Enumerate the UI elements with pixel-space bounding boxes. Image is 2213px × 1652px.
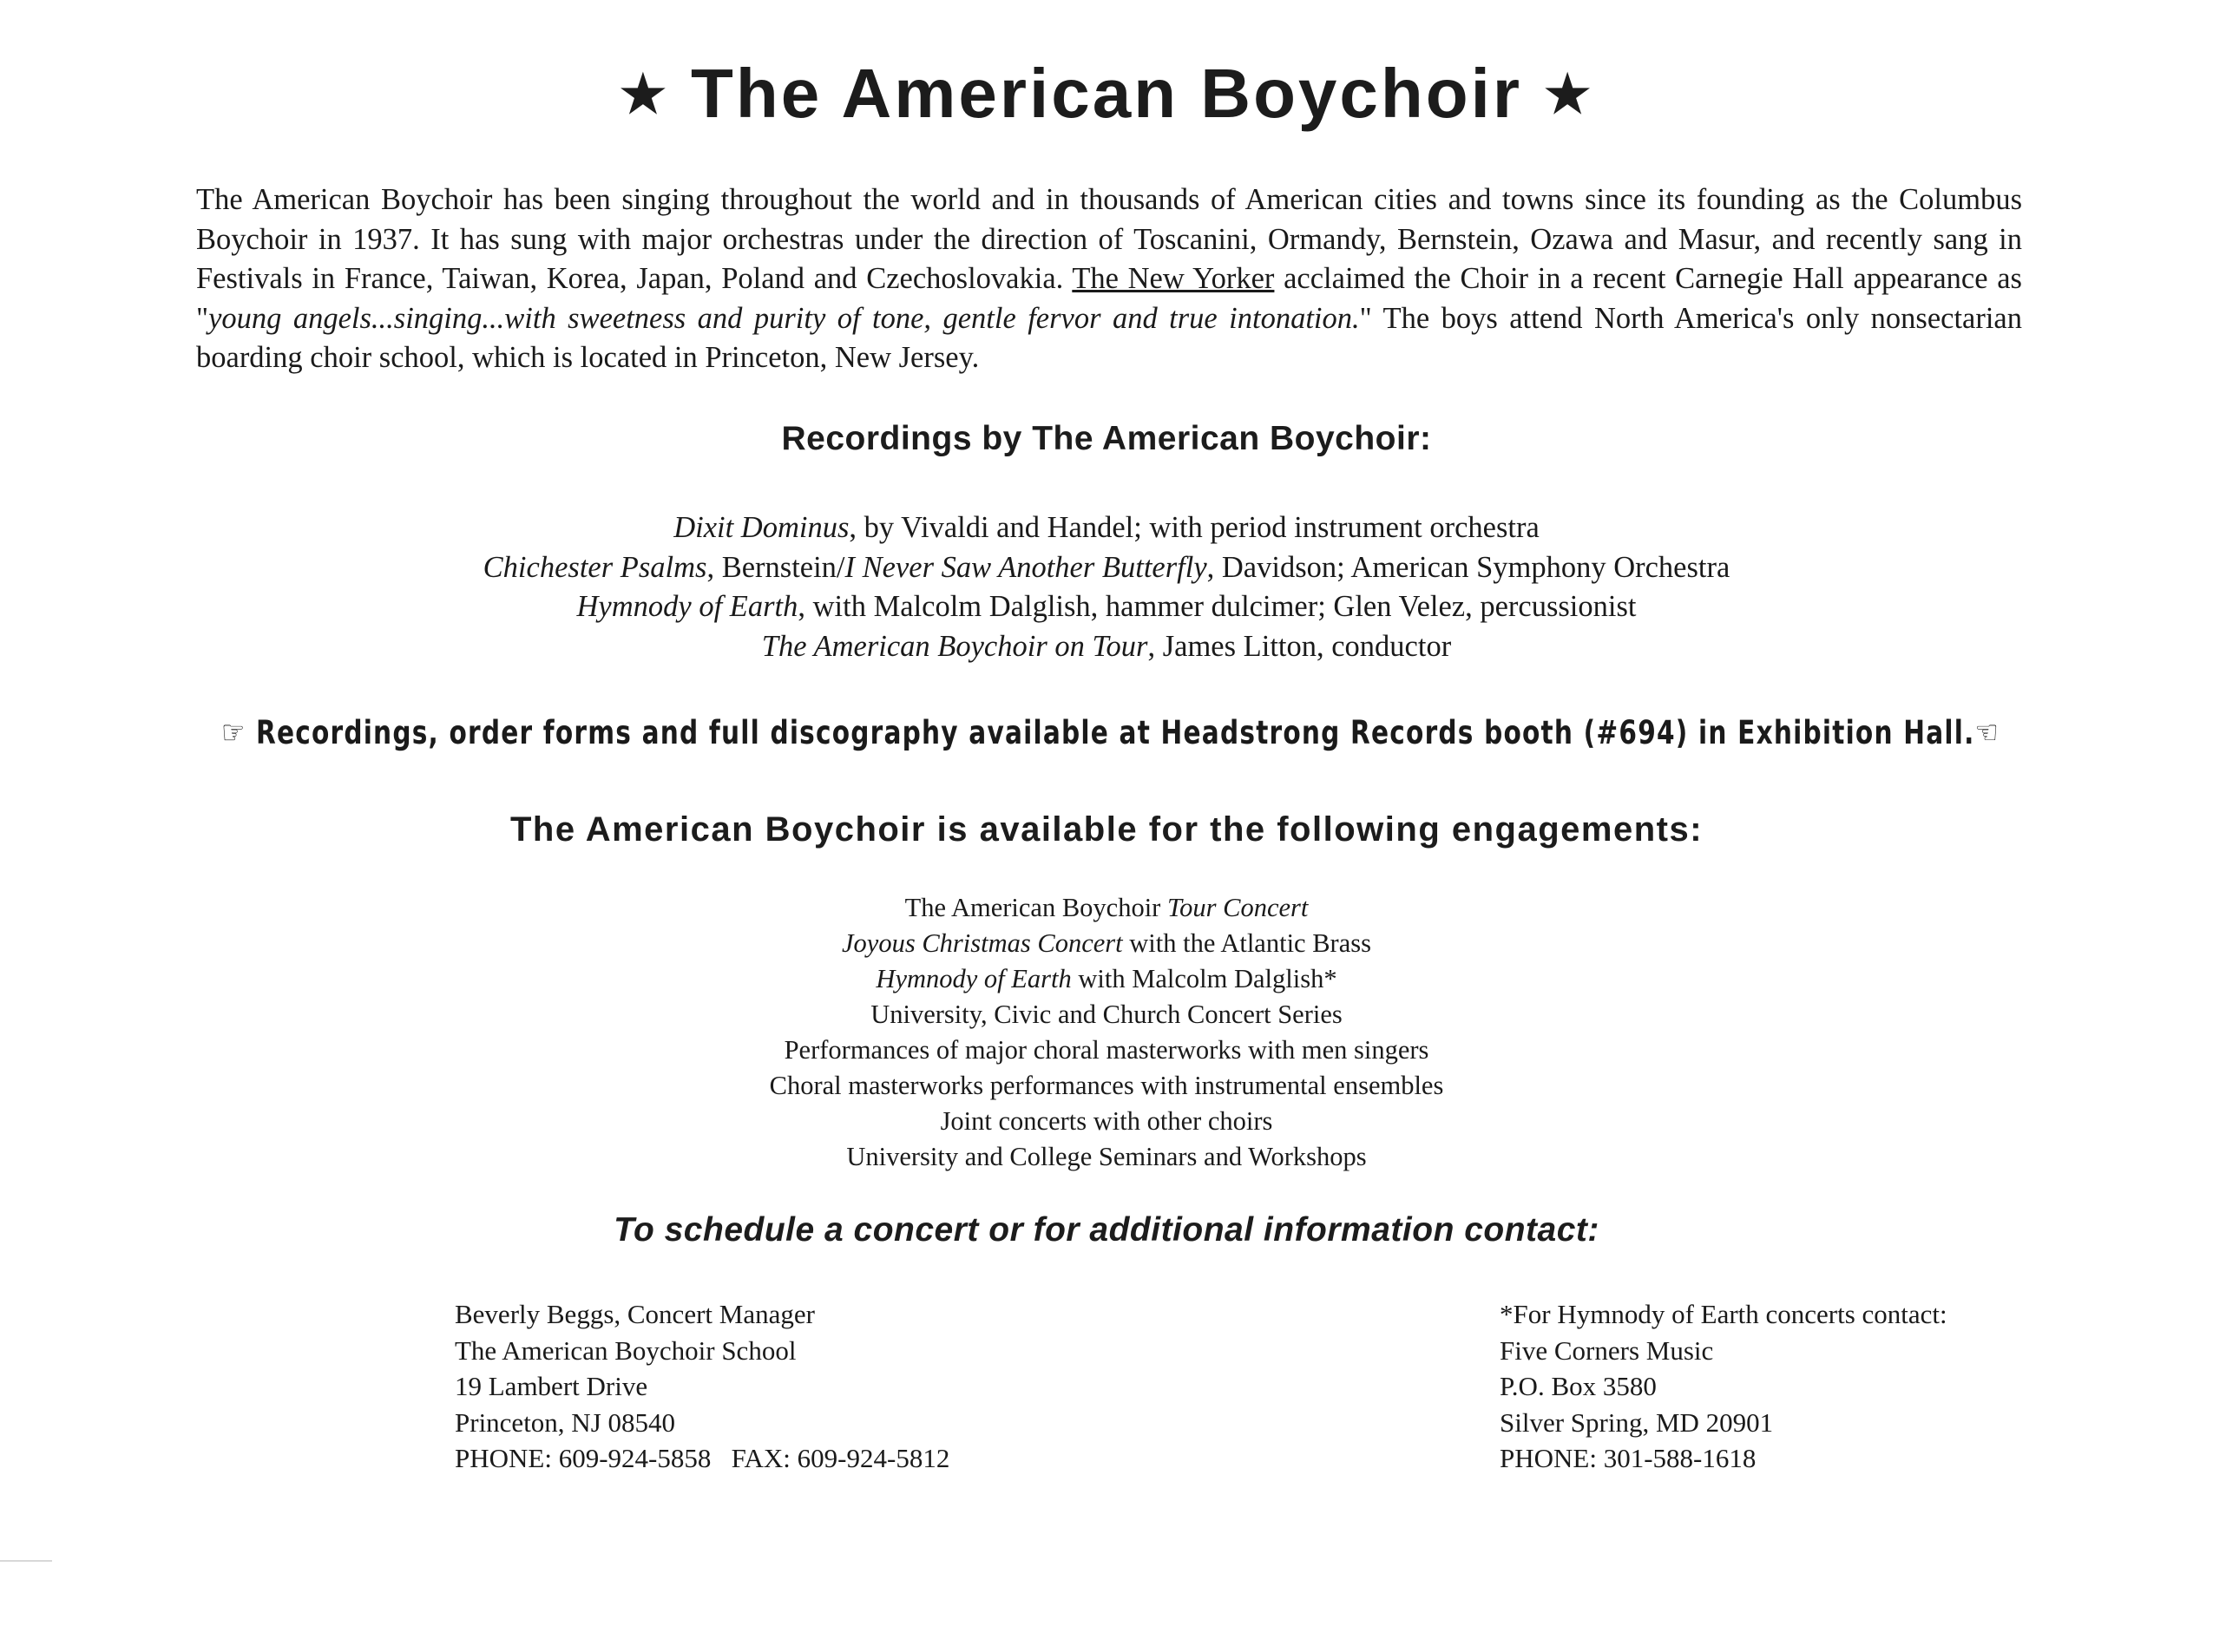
engagements-list: [0, 890, 2213, 1175]
address-line: The American Boychoir School: [455, 1334, 797, 1366]
recording-details: , Davidson; American Symphony Orchestra: [1206, 550, 1730, 584]
notice-text: Recordings, order forms and full discography available at Headstrong Records booth (#694) in Exhibition Hall.: [255, 714, 1975, 751]
scan-edge-mark: [0, 1560, 52, 1562]
title-text: The American Boychoir: [690, 55, 1523, 132]
phone-fax-line: PHONE: 609-924-5858 FAX: 609-924-5812: [455, 1443, 950, 1473]
recording-item: [0, 627, 2213, 667]
address-line: Silver Spring, MD 20901: [1500, 1406, 1774, 1438]
engagement-item: [0, 1104, 2213, 1139]
recordings-list: [0, 508, 2213, 666]
phone-line: PHONE: 301-588-1618: [1500, 1443, 1757, 1473]
recording-title: Dixit Dominus: [673, 511, 850, 544]
engagement-text: with Malcolm Dalglish*: [1071, 964, 1337, 993]
engagement-text: The American Boychoir: [904, 893, 1167, 922]
engagement-item: [0, 926, 2213, 961]
concert-manager-address: [455, 1296, 949, 1477]
engagement-item: [0, 890, 2213, 926]
address-line: Five Corners Music: [1500, 1334, 1714, 1366]
recording-title: The American Boychoir on Tour: [761, 629, 1148, 663]
page-title: [0, 54, 2213, 134]
recording-title: Hymnody of Earth: [576, 590, 798, 623]
engagement-text: with the Atlantic Brass: [1122, 928, 1371, 958]
recording-title: I Never Saw Another Butterfly: [844, 550, 1207, 584]
review-quote: young angels...singing...with sweetness and purity of tone, gentle fervor and true intonation.: [208, 301, 1360, 335]
engagement-text: University, Civic and Church Concert Series: [870, 1000, 1343, 1029]
exhibition-notice: [221, 713, 2000, 751]
contact-heading: To schedule a concert or for additional information contact:: [614, 1211, 1599, 1249]
star-icon: ★: [1544, 65, 1594, 123]
recording-details: , James Litton, conductor: [1147, 629, 1452, 663]
recording-item: [0, 548, 2213, 588]
engagement-text: University and College Seminars and Workshops: [846, 1142, 1367, 1171]
engagement-title: Tour Concert: [1166, 893, 1309, 922]
intro-paragraph: [196, 180, 2022, 378]
address-line: 19 Lambert Drive: [455, 1371, 648, 1401]
magazine-name: The New Yorker: [1072, 262, 1275, 295]
engagement-title: Joyous Christmas Concert: [842, 928, 1123, 958]
intro-text: " The boys attend North America's only nonsectarian boarding choir school, which is located in Princeton, New Jersey.: [196, 301, 2022, 374]
engagement-item: [0, 1139, 2213, 1175]
recording-details: , with Malcolm Dalglish, hammer dulcimer; Glen Velez, percussionist: [798, 590, 1637, 623]
engagement-item: [0, 961, 2213, 997]
pointing-hand-right-icon: ☞: [221, 713, 246, 751]
engagement-item: [0, 1068, 2213, 1104]
address-line: *For Hymnody of Earth concerts contact:: [1500, 1299, 1947, 1329]
recording-title: Chichester Psalms: [483, 550, 707, 584]
recording-item: [0, 508, 2213, 548]
recordings-heading: Recordings by The American Boychoir:: [781, 420, 1432, 457]
recording-details: , by Vivaldi and Handel; with period instrument orchestra: [849, 511, 1540, 544]
engagement-text: Choral masterworks performances with instrumental ensembles: [769, 1071, 1444, 1100]
pointing-hand-left-icon: ☜: [1974, 713, 2000, 751]
engagement-item: [0, 1032, 2213, 1068]
intro-text: acclaimed the Choir in a recent Carnegie Hall appearance as ": [196, 262, 2022, 335]
engagements-heading: The American Boychoir is available for the following engagements:: [509, 810, 1704, 849]
intro-text: The American Boychoir has been singing throughout the world and in thousands of American cities and towns since its founding as the Columbus Boychoir in 1937. It has sung with major orchestras under the direction of Toscanini, Ormandy, Bernstein, Ozawa and Masur, and recently sang in Festivals in France, Taiwan, Korea, Japan, Poland and Czechoslovakia.: [196, 183, 2022, 295]
star-icon: ★: [619, 65, 669, 123]
engagement-text: Performances of major choral masterworks with men singers: [784, 1035, 1429, 1065]
engagement-text: Joint concerts with other choirs: [940, 1106, 1273, 1136]
engagement-item: [0, 997, 2213, 1032]
engagement-title: Hymnody of Earth: [876, 964, 1072, 993]
hymnody-contact-address: [1500, 1296, 1947, 1477]
address-line: Princeton, NJ 08540: [455, 1406, 676, 1438]
recording-details: , Bernstein/: [706, 550, 845, 584]
recording-item: [0, 587, 2213, 627]
address-line: Beverly Beggs, Concert Manager: [455, 1299, 815, 1329]
address-line: P.O. Box 3580: [1500, 1371, 1657, 1401]
